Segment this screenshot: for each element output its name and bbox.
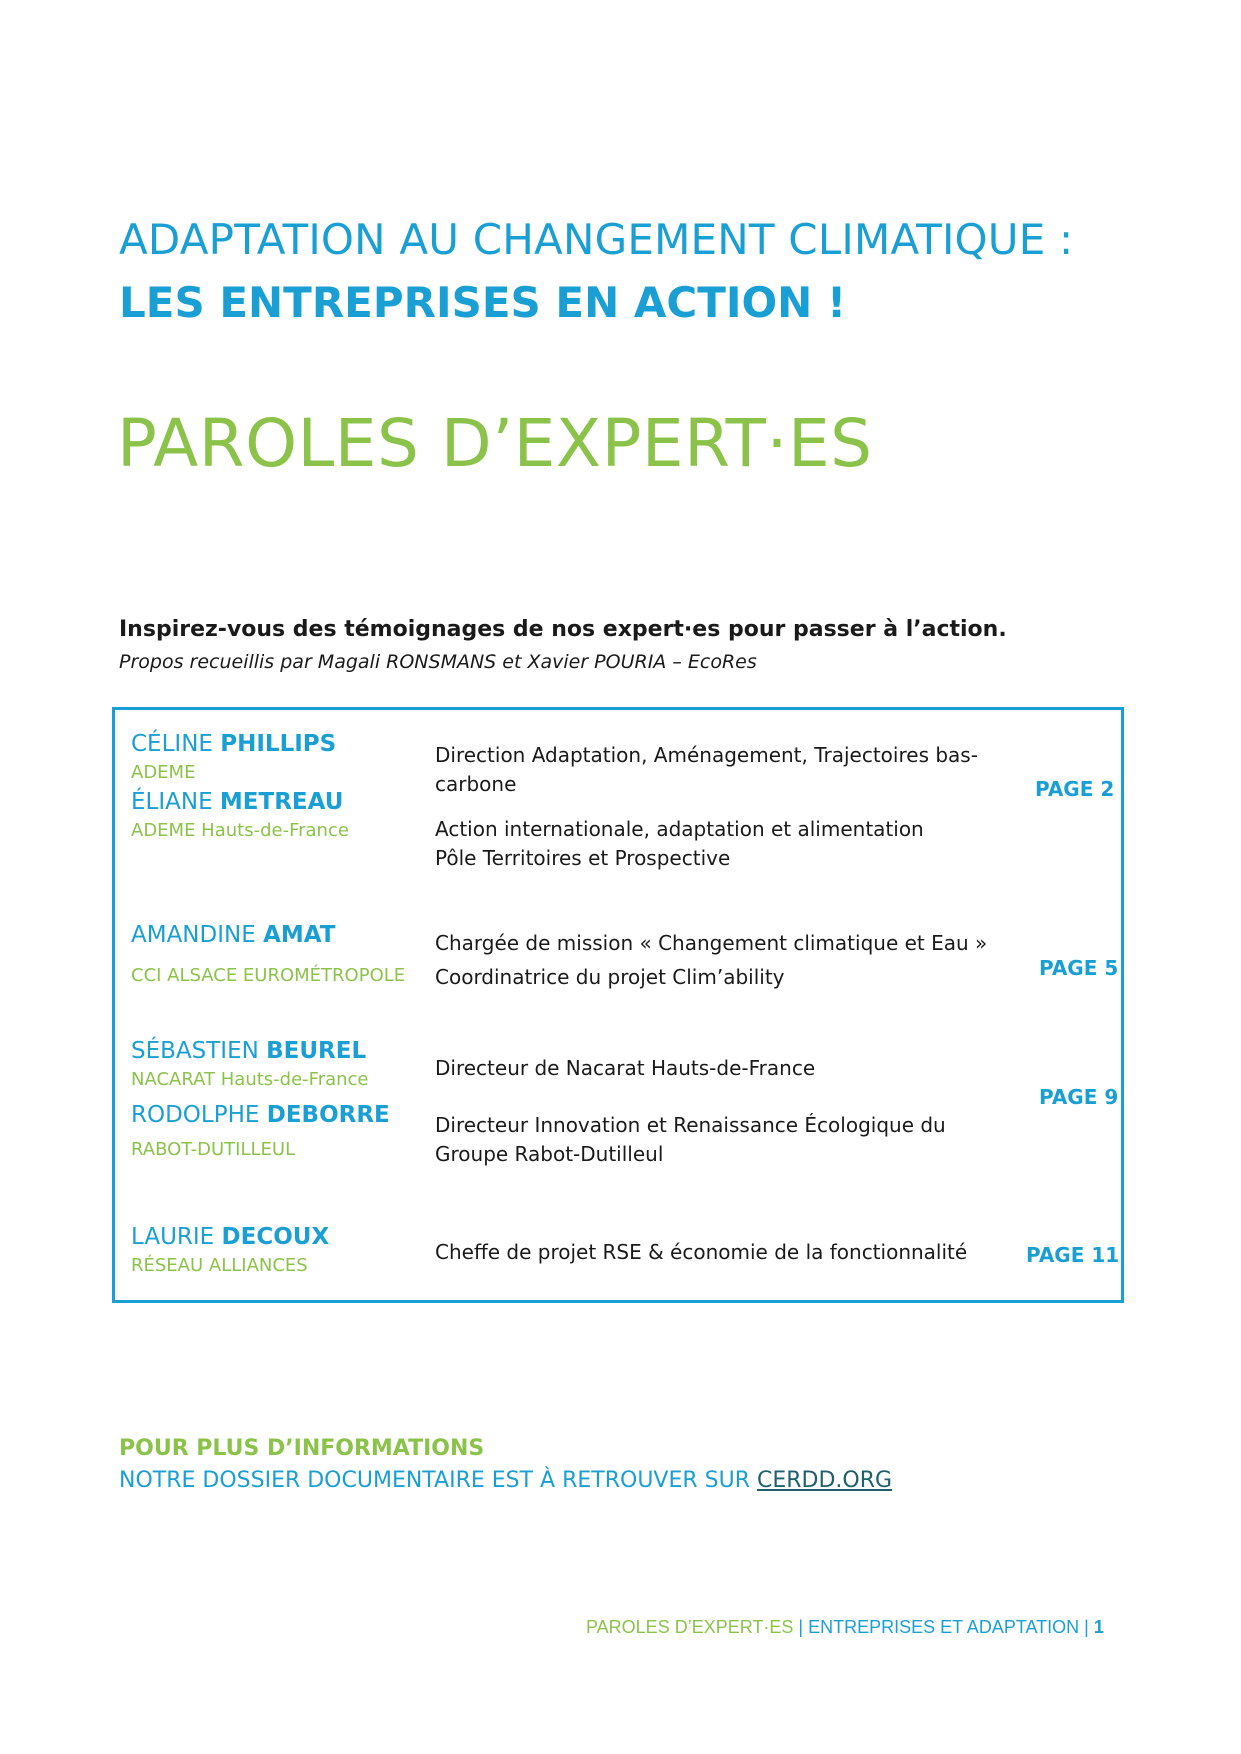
toc-role: Cheffe de projet RSE & économie de la fonctionnalité: [435, 1240, 968, 1264]
more-info-title: POUR PLUS D’INFORMATIONS: [119, 1436, 485, 1461]
toc-org: RABOT-DUTILLEUL: [131, 1139, 296, 1160]
title-line-1: ADAPTATION AU CHANGEMENT CLIMATIQUE :: [119, 215, 1074, 264]
toc-name-decoux: LAURIE DECOUX: [131, 1224, 330, 1250]
toc-page-link[interactable]: PAGE 5: [1039, 956, 1119, 980]
toc-role: Directeur Innovation et Renaissance Écologique du Groupe Rabot-Dutilleul: [435, 1113, 946, 1166]
toc-org: ADEME Hauts-de-France: [131, 820, 349, 841]
page-number: 1: [1093, 1617, 1104, 1637]
toc-role: Directeur de Nacarat Hauts-de-France: [435, 1056, 816, 1080]
toc-org: NACARAT Hauts-de-France: [131, 1069, 369, 1090]
title-line-2: LES ENTREPRISES EN ACTION !: [119, 278, 847, 327]
toc-role: Chargée de mission « Changement climatique et Eau » Coordinatrice du projet Clim’ability: [435, 931, 988, 989]
toc-name-phillips: CÉLINE PHILLIPS: [131, 731, 337, 757]
toc-name-deborre: RODOLPHE DEBORRE: [131, 1102, 390, 1128]
page-footer: PAROLES D’EXPERT·ES | ENTREPRISES ET ADAPTATION | 1: [586, 1617, 1104, 1637]
toc-org: ADEME: [131, 762, 196, 783]
cerdd-link[interactable]: CERDD.ORG: [757, 1468, 893, 1493]
toc-role: Action internationale, adaptation et alimentation Pôle Territoires et Prospective: [435, 817, 924, 870]
toc-page-link[interactable]: PAGE 9: [1039, 1085, 1119, 1109]
toc-name-metreau: ÉLIANE METREAU: [131, 789, 344, 815]
toc-page-link[interactable]: PAGE 2: [1035, 777, 1115, 801]
page-title: PAROLES D’EXPERT·ES: [117, 405, 873, 482]
toc-org: RÉSEAU ALLIANCES: [131, 1255, 308, 1276]
toc-org: CCI ALSACE EUROMÉTROPOLE: [131, 965, 406, 986]
intro-lead: Inspirez-vous des témoignages de nos expert·es pour passer à l’action.: [119, 617, 1007, 642]
more-info-text: NOTRE DOSSIER DOCUMENTAIRE EST À RETROUVER SUR CERDD.ORG: [119, 1468, 893, 1493]
toc-role: Direction Adaptation, Aménagement, Trajectoires bas- carbone: [435, 743, 978, 796]
toc-page-link[interactable]: PAGE 11: [1026, 1243, 1120, 1267]
toc-name-amat: AMANDINE AMAT: [131, 922, 336, 948]
intro-credit: Propos recueillis par Magali RONSMANS et Xavier POURIA – EcoRes: [119, 651, 757, 673]
toc-name-beurel: SÉBASTIEN BEUREL: [131, 1038, 367, 1064]
